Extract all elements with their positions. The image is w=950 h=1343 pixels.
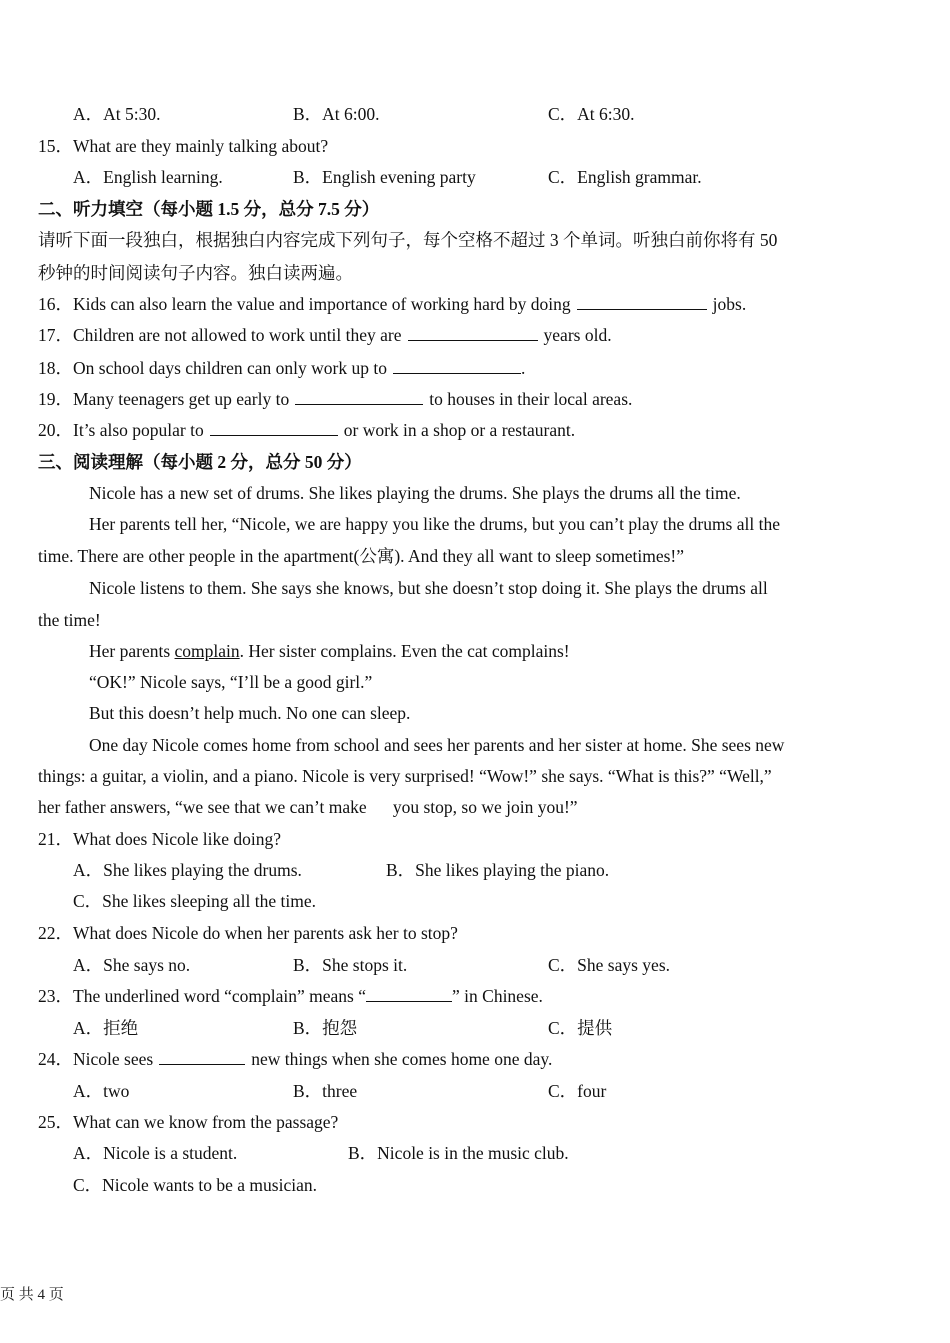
q24-text: 24．Nicole sees <box>38 1049 154 1069</box>
q21-option-a: A．She likes playing the drums. <box>73 860 302 880</box>
q16-blank <box>577 293 707 310</box>
q22-option-b: B．She stops it. <box>293 955 408 975</box>
section2-heading: 二、听力填空（每小题 1.5 分，总分 7.5 分） <box>38 199 380 219</box>
q23-option-b: B．抱怨 <box>293 1018 358 1038</box>
q15-option-b: B．English evening party <box>293 167 476 187</box>
q18-blank <box>393 357 521 374</box>
q24-option-c: C．four <box>548 1081 607 1101</box>
q14-option-a: A．At 5:30. <box>73 104 161 124</box>
q24-option-b: B．three <box>293 1081 358 1101</box>
q15-stem: 15．What are they mainly talking about? <box>38 136 329 156</box>
q16-text-after: jobs. <box>712 294 747 314</box>
q17-text-after: years old. <box>543 325 612 345</box>
q21-stem: 21．What does Nicole like doing? <box>38 829 281 849</box>
page-footer: 页 共 4 页 <box>0 1287 64 1303</box>
passage-paragraph-2-line-1: Her parents tell her, “Nicole, we are happy you like the drums, but you can’t play the drums all the <box>89 514 780 534</box>
q17 <box>38 324 612 346</box>
q17-blank <box>408 324 538 341</box>
q16-text: 16．Kids can also learn the value and importance of working hard by doing <box>38 294 571 314</box>
q22-option-a: A．She says no. <box>73 955 191 975</box>
p4-text-before: Her parents <box>89 641 175 661</box>
passage-paragraph-7-line-2: things: a guitar, a violin, and a piano. Nicole is very surprised! “Wow!” she says. “What is this?” “Well,” <box>38 766 772 786</box>
q19-text-after: to houses in their local areas. <box>429 389 633 409</box>
q24-option-a: A．two <box>73 1081 130 1101</box>
passage-paragraph-2-line-2: time. There are other people in the apartment(公寓). And they all want to sleep sometimes!” <box>38 546 684 566</box>
passage-paragraph-7-line-3: her father answers, “we see that we can’t make you stop, so we join you!” <box>38 797 578 817</box>
q23-text: 23．The underlined word “complain” means “ <box>38 986 367 1006</box>
passage-paragraph-4 <box>89 640 570 662</box>
q25-option-c: C．Nicole wants to be a musician. <box>73 1175 317 1195</box>
q24-blank <box>159 1048 245 1065</box>
q23-option-a: A．拒绝 <box>73 1018 139 1038</box>
passage-paragraph-3-line-2: the time! <box>38 610 101 630</box>
q25-stem: 25．What can we know from the passage? <box>38 1112 339 1132</box>
q19-blank <box>295 388 423 405</box>
q18-text-after: . <box>520 358 526 378</box>
passage-paragraph-1: Nicole has a new set of drums. She likes playing the drums. She plays the drums all the time. <box>89 483 741 503</box>
q23-option-c: C．提供 <box>548 1018 613 1038</box>
q22-stem: 22．What does Nicole do when her parents ask her to stop? <box>38 923 458 943</box>
q17-text: 17．Children are not allowed to work until they are <box>38 325 402 345</box>
q19 <box>38 388 632 410</box>
underlined-word-complain: complain <box>174 641 240 661</box>
p4-text-after: . Her sister complains. Even the cat complains! <box>239 641 570 661</box>
q25-option-a: A．Nicole is a student. <box>73 1143 238 1163</box>
section2-instruction-2: 秒钟的时间阅读句子内容。独白读两遍。 <box>38 263 353 283</box>
passage-paragraph-5: “OK!” Nicole says, “I’ll be a good girl.” <box>89 672 373 692</box>
passage-paragraph-7-line-1: One day Nicole comes home from school and sees her parents and her sister at home. She sees new <box>89 735 785 755</box>
q18 <box>38 357 525 379</box>
q16 <box>38 293 746 315</box>
passage-paragraph-3-line-1: Nicole listens to them. She says she knows, but she doesn’t stop doing it. She plays the drums all <box>89 578 768 598</box>
q20-blank <box>210 419 338 436</box>
q20 <box>38 419 575 441</box>
q14-option-c: C．At 6:30. <box>548 104 635 124</box>
section3-heading: 三、阅读理解（每小题 2 分，总分 50 分） <box>38 452 362 472</box>
q23-blank <box>366 985 452 1002</box>
q23-stem <box>38 985 543 1007</box>
q25-option-b: B．Nicole is in the music club. <box>348 1143 569 1163</box>
q14-option-b: B．At 6:00. <box>293 104 380 124</box>
passage-paragraph-6: But this doesn’t help much. No one can sleep. <box>89 703 411 723</box>
q15-option-c: C．English grammar. <box>548 167 702 187</box>
q21-option-c: C．She likes sleeping all the time. <box>73 891 317 911</box>
q20-text-after: or work in a shop or a restaurant. <box>343 420 576 440</box>
q20-text: 20．It’s also popular to <box>38 420 204 440</box>
q24-text-after: new things when she comes home one day. <box>251 1049 553 1069</box>
q19-text: 19．Many teenagers get up early to <box>38 389 290 409</box>
q18-text: 18．On school days children can only work up to <box>38 358 387 378</box>
q24-stem <box>38 1048 552 1070</box>
section2-instruction-1: 请听下面一段独白，根据独白内容完成下列句子，每个空格不超过 3 个单词。听独白前你将有 50 <box>38 230 778 250</box>
q15-option-a: A．English learning. <box>73 167 223 187</box>
q22-option-c: C．She says yes. <box>548 955 671 975</box>
q21-option-b: B．She likes playing the piano. <box>386 860 610 880</box>
q23-text-after: ” in Chinese. <box>452 986 543 1006</box>
